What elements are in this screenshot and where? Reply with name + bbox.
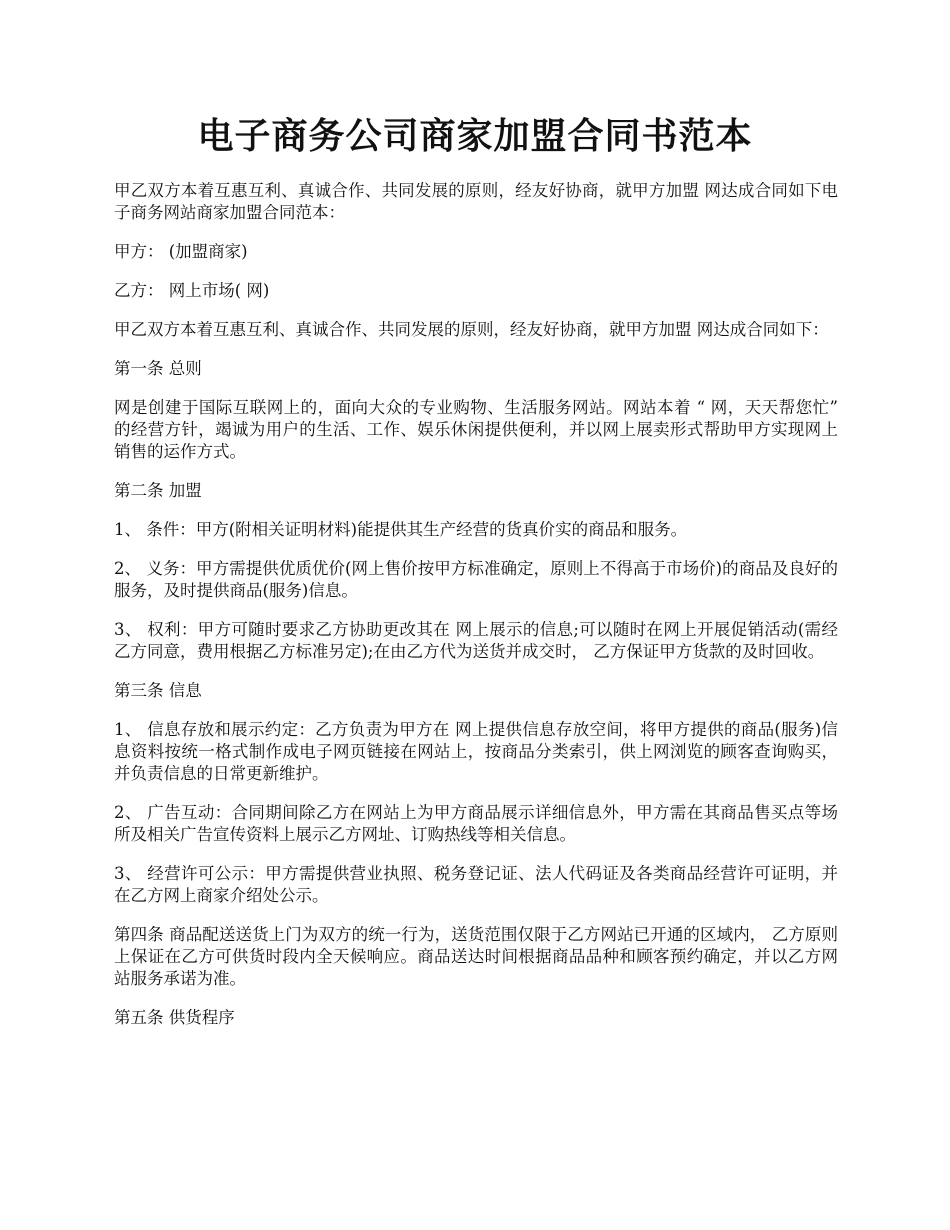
paragraph-party-b: 乙方： 网上市场( 网) [114, 281, 270, 300]
document-title: 电子商务公司商家加盟合同书范本 [197, 115, 753, 157]
heading-article-3: 第三条 信息 [114, 681, 202, 700]
clause-3-2: 2、 广告互动：合同期间除乙方在网站上为甲方商品展示详细信息外，甲方需在其商品售买点等场所及相关广告宣传资料上展示乙方网址、订购热线等相关信息。 [114, 803, 838, 844]
document-body [114, 180, 838, 1046]
paragraph-party-a: 甲方： (加盟商家) [114, 242, 248, 261]
clause-2-2: 2、 义务：甲方需提供优质优价(网上售价按甲方标准确定，原则上不得高于市场价)的商品及良好的服务，及时提供商品(服务)信息。 [114, 559, 838, 600]
heading-article-5: 第五条 供货程序 [114, 1008, 235, 1027]
clause-3-1: 1、 信息存放和展示约定：乙方负责为甲方在 网上提供信息存放空间，将甲方提供的商品(服务)信息资料按统一格式制作成电子网页链接在网站上，按商品分类索引，供上网浏览的顾客查询购买，并负责信息的日常更新维护。 [114, 720, 838, 783]
paragraph-article-1: 网是创建于国际互联网上的，面向大众的专业购物、生活服务网站。网站本着 “ 网，天天帮您忙” 的经营方针，竭诚为用户的生活、工作、娱乐休闲提供便利，并以网上展卖形式帮助甲方实现网上销售的运作方式。 [114, 398, 838, 461]
clause-2-3: 3、 权利：甲方可随时要求乙方协助更改其在 网上展示的信息;可以随时在网上开展促销活动(需经乙方同意，费用根据乙方标准另定);在由乙方代为送货并成交时， 乙方保证甲方货款的及时回收。 [114, 620, 838, 661]
heading-article-1: 第一条 总则 [114, 359, 202, 378]
heading-article-2: 第二条 加盟 [114, 481, 202, 500]
paragraph-agreement: 甲乙双方本着互惠互利、真诚合作、共同发展的原则，经友好协商，就甲方加盟 网达成合同如下： [114, 320, 829, 339]
clause-2-1: 1、 条件：甲方(附相关证明材料)能提供其生产经营的货真价实的商品和服务。 [114, 520, 688, 539]
clause-3-3: 3、 经营许可公示：甲方需提供营业执照、税务登记证、法人代码证及各类商品经营许可证明，并在乙方网上商家介绍处公示。 [114, 864, 838, 905]
paragraph-intro: 甲乙双方本着互惠互利、真诚合作、共同发展的原则，经友好协商，就甲方加盟 网达成合同如下电子商务网站商家加盟合同范本： [114, 181, 838, 222]
paragraph-article-4: 第四条 商品配送送货上门为双方的统一行为，送货范围仅限于乙方网站已开通的区域内， 乙方原则上保证在乙方可供货时段内全天候响应。商品送达时间根据商品品种和顾客预约确定，并以乙方网站服务承诺为准。 [114, 925, 838, 988]
